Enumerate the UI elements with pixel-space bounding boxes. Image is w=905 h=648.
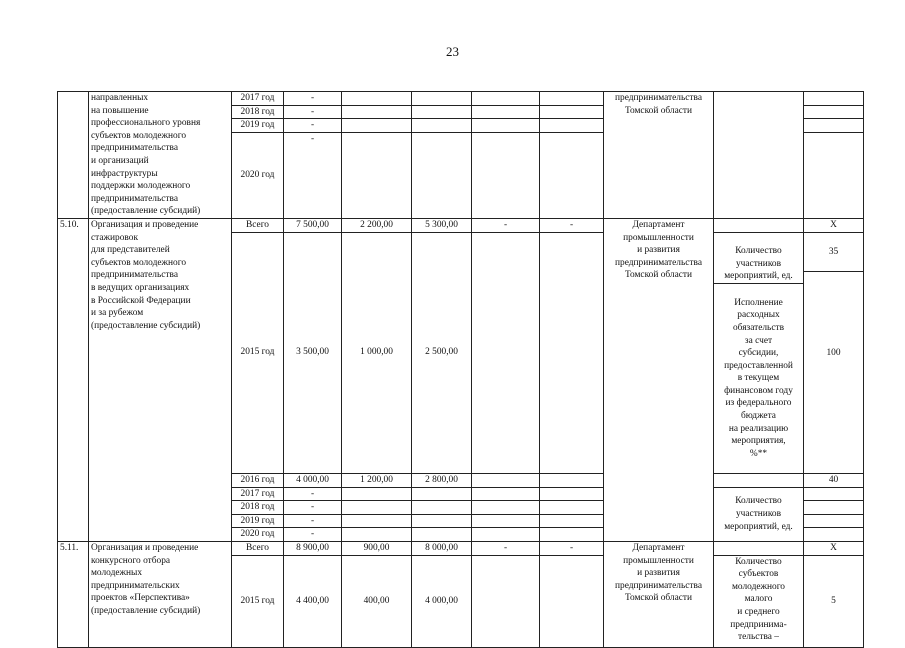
sum-cell: - <box>284 92 342 106</box>
year-cell: 2020 год <box>232 132 284 218</box>
program-table <box>57 91 864 648</box>
department-cell: Департамент промышленности и развития предпринимательства Томской области <box>604 218 714 541</box>
year-cell: 2016 год <box>232 474 284 488</box>
indicator-value: 40 <box>804 474 864 488</box>
year-cell: 2015 год <box>232 232 284 474</box>
department-cell: предпринимательства Томской области <box>604 92 714 219</box>
indicator-cell: Количество участников мероприятий, ед. <box>714 487 804 541</box>
x-cell: Х <box>804 218 864 232</box>
year-cell: 2018 год <box>232 501 284 515</box>
indicator-value: 5 <box>804 555 864 647</box>
indicator-execution: Исполнение расходных обязательств за счет субсидии, предоставленной в текущем финансовом году из федерального бюджета на реализацию мероприятия, %** <box>724 297 793 459</box>
indicator-cell <box>714 232 804 474</box>
sum-cell: - <box>284 119 342 133</box>
year-cell: 2019 год <box>232 514 284 528</box>
sum-cell: - <box>284 105 342 119</box>
sum-cell: - <box>284 132 342 218</box>
table-row <box>58 542 864 556</box>
indicator-value-cell <box>804 232 864 474</box>
federal-cell: 2 200,00 <box>342 218 412 232</box>
item-name: Организация и проведение конкурсного отбора молодежных предпринимательских проектов «Перспектива» (предоставление субсидий) <box>89 542 232 648</box>
year-cell: 2020 год <box>232 528 284 542</box>
indicator-cell: Количество субъектов молодежного малого и среднего предпринима- тельства – <box>714 555 804 647</box>
indicator-participants: Количество участников мероприятий, ед. <box>714 245 803 284</box>
item-number-cell <box>58 92 89 219</box>
extra-budget-cell: - <box>540 542 604 556</box>
regional-cell: 2 800,00 <box>412 474 472 488</box>
federal-cell: 1 200,00 <box>342 474 412 488</box>
year-cell: 2017 год <box>232 487 284 501</box>
sum-cell: 8 900,00 <box>284 542 342 556</box>
local-cell: - <box>472 218 540 232</box>
page-number: 23 <box>446 44 459 59</box>
item-number: 5.11. <box>58 542 89 648</box>
indicator-value: 100 <box>826 347 841 358</box>
sum-cell: - <box>284 487 342 501</box>
year-cell: 2019 год <box>232 119 284 133</box>
department-cell: Департамент промышленности и развития предпринимательства Томской области <box>604 542 714 648</box>
sum-cell: - <box>284 501 342 515</box>
year-cell: 2018 год <box>232 105 284 119</box>
regional-cell: 4 000,00 <box>412 555 472 647</box>
indicator-value: 35 <box>804 233 863 272</box>
federal-cell: 1 000,00 <box>342 232 412 474</box>
item-number: 5.10. <box>58 218 89 541</box>
regional-cell: 5 300,00 <box>412 218 472 232</box>
regional-cell: 2 500,00 <box>412 232 472 474</box>
year-cell: 2017 год <box>232 92 284 106</box>
table-row <box>58 92 864 106</box>
sum-cell: 3 500,00 <box>284 232 342 474</box>
federal-cell: 900,00 <box>342 542 412 556</box>
item-name: направленных на повышение профессионального уровня субъектов молодежного предпринимательства и организаций инфраструктуры поддержки молодежного предпринимательства (предоставление субсидий) <box>89 92 232 219</box>
table-row <box>58 218 864 232</box>
year-cell: Всего <box>232 218 284 232</box>
sum-cell: 7 500,00 <box>284 218 342 232</box>
sum-cell: - <box>284 514 342 528</box>
year-cell: 2015 год <box>232 555 284 647</box>
local-cell: - <box>472 542 540 556</box>
sum-cell: 4 400,00 <box>284 555 342 647</box>
extra-budget-cell: - <box>540 218 604 232</box>
regional-cell: 8 000,00 <box>412 542 472 556</box>
federal-cell: 400,00 <box>342 555 412 647</box>
sum-cell: - <box>284 528 342 542</box>
x-cell: Х <box>804 542 864 556</box>
item-name: Организация и проведение стажировок для представителей субъектов молодежного предпринимательства в ведущих организациях в Российской Федерации и за рубежом (предоставление субсидий) <box>89 218 232 541</box>
indicator-cell <box>714 92 804 219</box>
year-cell: Всего <box>232 542 284 556</box>
sum-cell: 4 000,00 <box>284 474 342 488</box>
